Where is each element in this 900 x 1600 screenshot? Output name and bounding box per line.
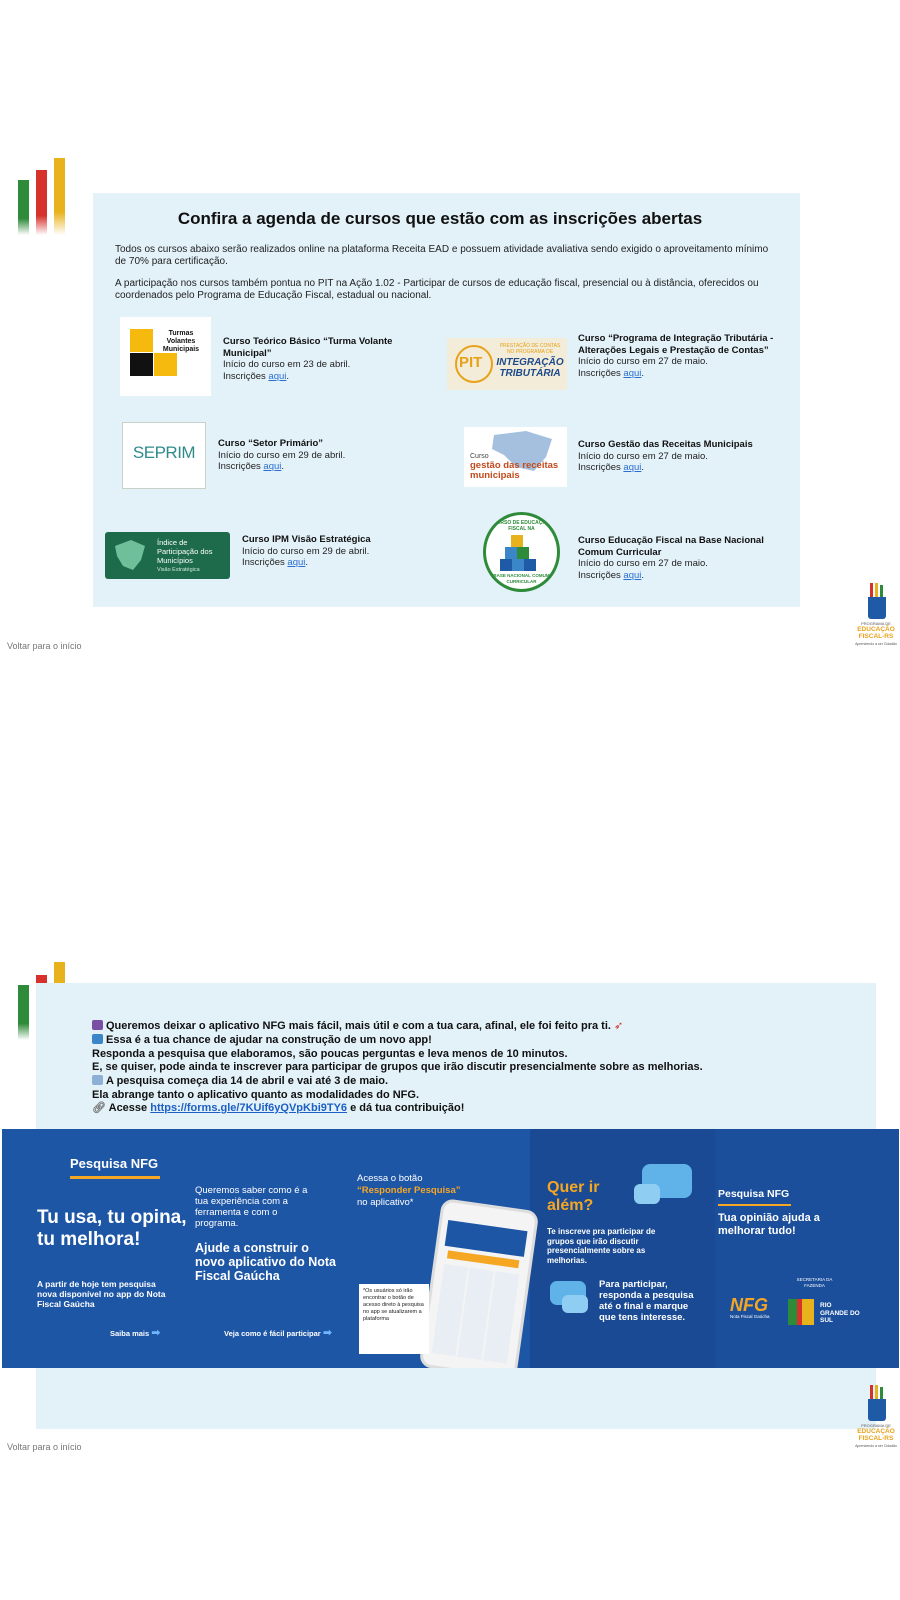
rs-flag-logo — [788, 1299, 814, 1325]
course-item-2: Curso “Programa de Integração Tributária - Alterações Legais e Prestação de Contas” Início do curso em 27 de maio. Inscrições aqui. — [578, 333, 774, 379]
nfg-logo: NFG Nota Fiscal Gaúcha — [730, 1295, 770, 1319]
survey-line-1: Queremos deixar o aplicativo NFG mais fácil, mais útil e com a tua cara, afinal, ele foi feito pra ti. ➶ — [92, 1020, 822, 1034]
nfg-survey-banner — [2, 1129, 899, 1368]
banner-mid-bold: Ajude a construir o novo aplicativo do Nota Fiscal Gaúcha — [195, 1241, 336, 1283]
survey-line-7: 🔗︎ Acesse https://forms.gle/7KUif6yQVpKbi9TY6 e dá tua contribuição! — [92, 1102, 465, 1114]
veja-como-button[interactable]: Veja como é fácil participar ➡ — [224, 1327, 333, 1339]
phone-icon — [92, 1034, 103, 1044]
pesquisa-nfg-tag-right: Pesquisa NFG — [718, 1184, 791, 1206]
course-item-6: Curso Educação Fiscal na Base Nacional Comum Curricular Início do curso em 27 de maio. Inscrições aqui. — [578, 535, 764, 581]
course-logo-bncc: CURSO DE EDUCAÇÃO FISCAL NA BASE NACIONAL COMUM CURRICULAR — [483, 512, 560, 592]
course-logo-integracao-tributaria: PIT PRESTAÇÃO DE CONTAS NO PROGRAMA DE INTEGRAÇÃO TRIBUTÁRIA — [447, 338, 567, 390]
program-logo-2: PROGRAMA DE EDUCAÇÃO FISCAL-RS Aprendendo a ser Cidadão — [852, 1385, 900, 1455]
no-app-text: no aplicativo* — [357, 1197, 414, 1208]
intro-paragraph-1: Todos os cursos abaixo serão realizados online na plataforma Receita EAD e possuem atividade avaliativa sendo exigido o aproveitamento mínimo de 70% para certificação. — [115, 244, 769, 267]
inscreve-text: Te inscreve pra participar de grupos que irão discutir presencialmente sobre as melhorias. — [547, 1227, 656, 1265]
survey-line-6: Ela abrange tanto o aplicativo quanto as modalidades do NFG. — [92, 1089, 419, 1101]
pencil-cup-icon — [868, 583, 886, 619]
course-item-5: Curso IPM Visão Estratégica Início do curso em 29 de abril. Inscrições aqui. — [242, 534, 371, 568]
participar-text: Para participar, responda a pesquisa até o final e marque que tens interesse. — [599, 1279, 694, 1323]
banner-mid-text: Queremos saber como é a tua experiência com a ferramenta e com o programa. — [195, 1185, 308, 1229]
signup-link[interactable]: aqui — [623, 462, 642, 473]
map-icon — [105, 532, 155, 579]
intro-paragraph-2: A participação nos cursos também pontua no PIT na Ação 1.02 - Participar de cursos de educação fiscal, presencial ou à distância, oferecidos ou coordenados pelo Programa de Educação Fiscal, estadual ou nacional. — [115, 278, 759, 301]
banner-sub-left: A partir de hoje tem pesquisa nova disponível no app do Nota Fiscal Gaúcha — [37, 1279, 166, 1309]
banner-headline: Tu usa, tu opina, tu melhora! — [37, 1207, 187, 1250]
signup-link[interactable]: aqui — [268, 370, 287, 382]
course-item-3: Curso “Setor Primário” Início do curso em 29 de abril. Inscrições aqui. — [218, 438, 346, 472]
speaking-head-icon — [92, 1020, 103, 1030]
rs-label: RIO GRANDE DO SUL — [820, 1302, 860, 1324]
course-logo-turmas-volantes — [120, 317, 211, 396]
courses-title: Confira a agenda de cursos que estão com as inscrições abertas — [177, 209, 703, 228]
signup-link[interactable]: aqui — [263, 461, 282, 472]
acessa-text: Acessa o botão — [357, 1173, 423, 1184]
course-logo-seprim: SEPRIM — [122, 422, 206, 489]
survey-line-3: Responda a pesquisa que elaboramos, são poucas perguntas e leva menos de 10 minutos. — [92, 1048, 568, 1060]
saiba-mais-button[interactable]: Saiba mais ➡ — [110, 1327, 161, 1339]
course-item-1: Curso Teórico Básico “Turma Volante Municipal” Início do curso em 23 de abril. Inscrições aqui. — [223, 336, 393, 382]
responder-text: “Responder Pesquisa” — [357, 1185, 461, 1196]
survey-line-4: E, se quiser, pode ainda te inscrever para participar de grupos que irão discutir presencialmente sobre as melhorias. — [92, 1061, 703, 1073]
back-to-top-link[interactable]: Voltar para o início — [7, 641, 82, 651]
survey-form-link[interactable]: https://forms.gle/7KUif6yQVpKbi9TY6 — [150, 1102, 348, 1114]
pencil-cup-icon — [868, 1385, 886, 1421]
survey-line-5: A pesquisa começa dia 14 de abril e vai até 3 de maio. — [92, 1075, 822, 1089]
quer-ir-alem: Quer ir além? — [547, 1179, 600, 1214]
logo-text: Turmas Volantes Municipais — [162, 330, 200, 353]
program-logo: PROGRAMA DE EDUCAÇÃO FISCAL-RS Aprendendo a ser Cidadão — [852, 583, 900, 653]
survey-line-2: Essa é a tua chance de ajudar na construção de um novo app! — [92, 1034, 822, 1048]
signup-link[interactable]: aqui — [623, 569, 642, 581]
rocket-icon: ➶ — [614, 1020, 624, 1032]
calendar-icon — [92, 1075, 103, 1085]
app-note-box: *Os usuários só irão encontrar o botão de acesso direto à pesquisa no app se atualizarem a plataforma — [359, 1284, 429, 1354]
link-icon: 🔗︎ — [92, 1102, 106, 1114]
signup-link[interactable]: aqui — [623, 367, 642, 379]
course-item-4: Curso Gestão das Receitas Municipais Início do curso em 27 de maio. Inscrições aqui. — [578, 439, 753, 473]
secretaria-label: SECRETARIA DA FAZENDA — [796, 1277, 833, 1288]
signup-link[interactable]: aqui — [287, 557, 306, 568]
course-logo-gestao-receitas: Curso gestão das receitas municipais — [464, 427, 567, 487]
pesquisa-nfg-tag: Pesquisa NFG — [70, 1155, 160, 1179]
arrow-right-icon: ➡ — [322, 1327, 333, 1339]
back-to-top-link-2[interactable]: Voltar para o início — [7, 1442, 82, 1452]
course-logo-ipm: Índice de Participação dos Municípios Visão Estratégica — [105, 532, 230, 579]
arrow-right-icon: ➡ — [151, 1327, 161, 1339]
opiniao-text: Tua opinião ajuda a melhorar tudo! — [718, 1212, 820, 1237]
